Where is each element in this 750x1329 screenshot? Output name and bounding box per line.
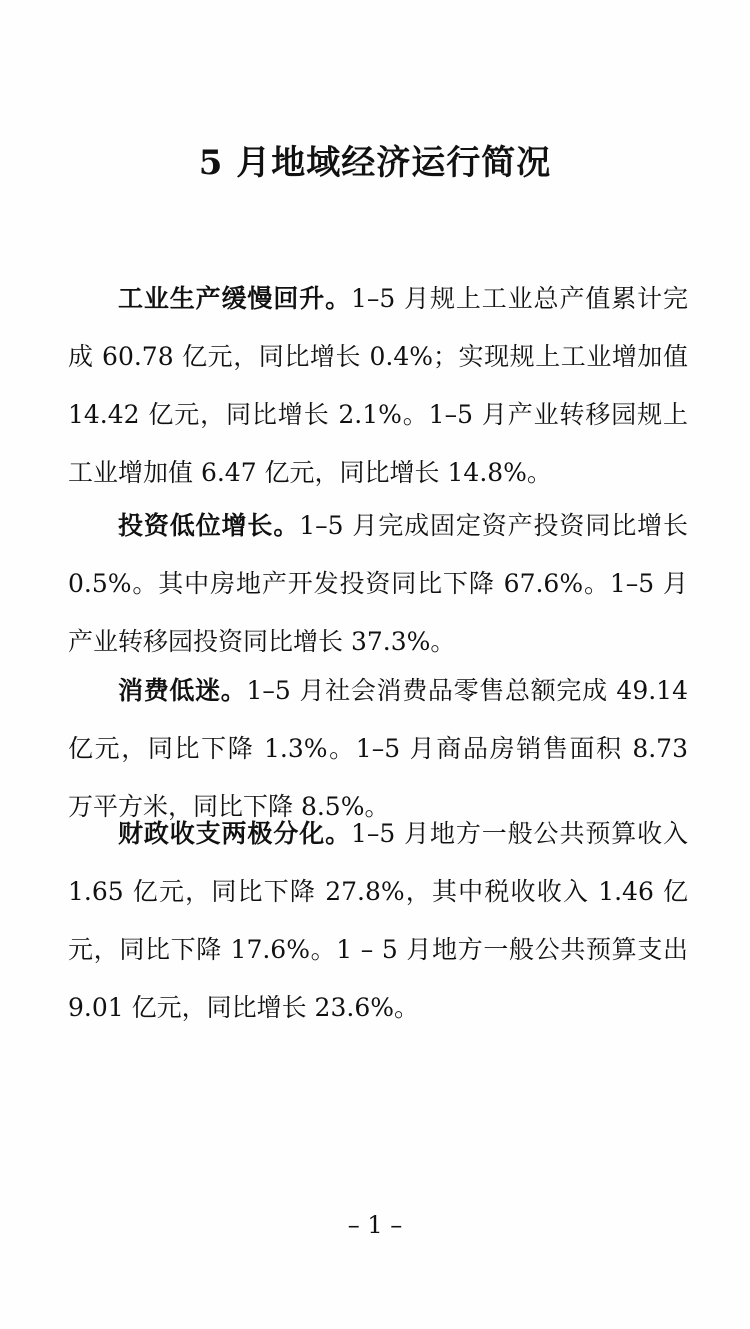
section-heading: 财政收支两极分化。: [118, 819, 351, 848]
page-title: 5 月地域经济运行简况: [198, 143, 552, 183]
section-investment: [68, 497, 688, 671]
section-body: 1–5 月规上工业总产值累计完成 60.78 亿元，同比增长 0.4%；实现规上工业增加值 14.42 亿元，同比增长 2.1%。1–5 月产业转移园规上工业增加值 6.47 亿元，同比增长 14.8%。: [68, 284, 688, 487]
section-heading: 投资低位增长。: [118, 511, 300, 540]
section-heading: 工业生产缓慢回升。: [118, 284, 351, 313]
section-body: 1–5 月地方一般公共预算收入 1.65 亿元，同比下降 27.8%，其中税收收入 1.46 亿元，同比下降 17.6%。1 – 5 月地方一般公共预算支出 9.01 亿元，同比增长 23.6%。: [68, 819, 688, 1022]
section-body: 1–5 月社会消费品零售总额完成 49.14 亿元，同比下降 1.3%。1–5 月商品房销售面积 8.73 万平方米，同比下降 8.5%。: [68, 676, 688, 821]
page-number: – 1 –: [347, 1211, 403, 1239]
section-industrial-production: [68, 270, 688, 502]
section-body: 1–5 月完成固定资产投资同比增长 0.5%。其中房地产开发投资同比下降 67.6%。1–5 月产业转移园投资同比增长 37.3%。: [68, 511, 688, 656]
section-heading: 消费低迷。: [118, 676, 247, 705]
section-fiscal: [68, 805, 688, 1037]
